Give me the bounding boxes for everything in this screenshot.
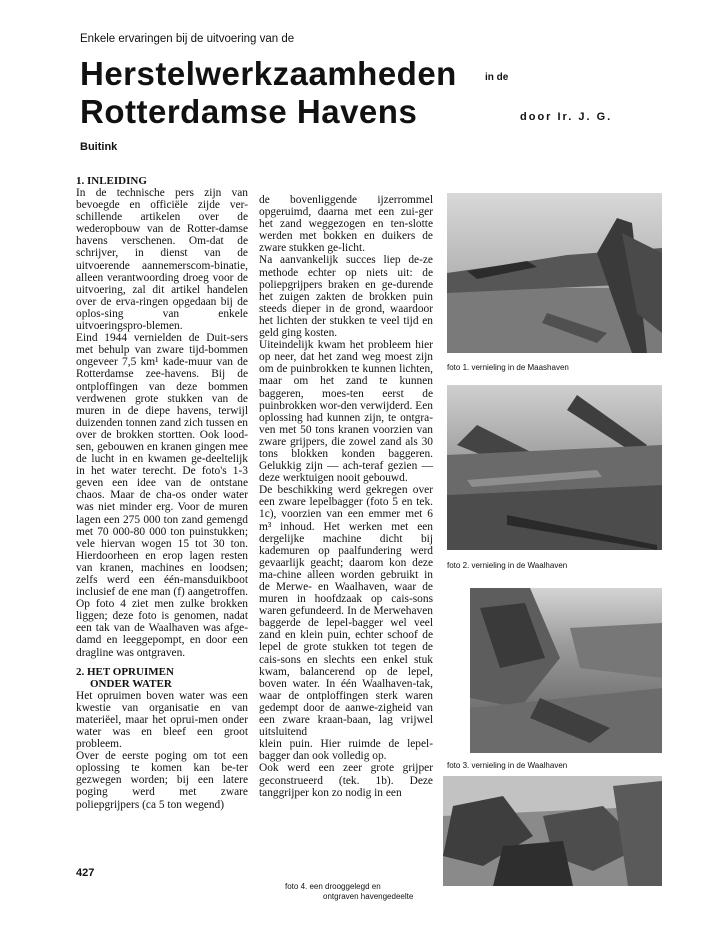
article-title-line1: Herstelwerkzaamheden — [80, 55, 457, 92]
photo-caption-2: foto 2. vernieling in de Waalhaven — [447, 561, 568, 570]
article-title-in-de: in de — [485, 72, 509, 83]
paragraph: In de technische pers zijn van bevoegde en officiële zijde ver-schillende artikelen over de wederopbouw van de Rotter-damse havens verschenen. Om-dat de schrijver, in dienst van de uitvoerende aannemerscom-binatie, alleen verantwoording droeg voor de uitvoering, zal dit artikel handelen over de erva-ringen opgedaan bij de oplos-sing van enkele uitvoeringspro-blemen. — [76, 187, 248, 333]
section-heading-inleiding: 1. INLEIDING — [76, 175, 147, 187]
section-heading-opruimen-line1: 2. HET OPRUIMEN — [76, 665, 174, 678]
photo-caption-4-line1: foto 4. een drooggelegd en — [285, 882, 381, 891]
photo-waalhaven-1 — [447, 385, 662, 550]
author-name: Buitink — [80, 141, 118, 153]
section-heading-opruimen — [76, 666, 248, 690]
photo-waalhaven-2 — [470, 588, 662, 753]
photo-caption-3: foto 3. vernieling in de Waalhaven — [447, 761, 568, 770]
text-column-1 — [76, 175, 248, 811]
photo-caption-4-line2: ontgraven havengedeelte — [323, 892, 414, 901]
paragraph: Over de eerste poging om tot een oplossing te komen kan be-ter gezwegen worden; bij een latere poging werd met zware poliepgrijpers (ca 5 ton wegend) — [76, 750, 248, 811]
author-prefix: door Ir. J. G. — [520, 111, 613, 123]
paragraph: De beschikking werd gekregen over een zware lepelbagger (foto 5 en tek. 1c), voorzien van een emmer met 6 m³ inhoud. Het werken met een dergelijke machine dicht bij kademuren op paalfundering werd gevaarlijk geacht; daarom kon deze ma-chine alleen worden gebruikt in de Merwe- en Waalhaven, waar de muren in hoofdzaak op cais-sons waren gefundeerd. In de Merwehaven baggerde de lepel-bagger wel veel zand en klein puin, echter schoof de lepel de grote stukken tot tegen de cais-sons en slechts een enkel stuk kwam, balancerend op de lepel, boven water. In één Waalhaven-tak, waar de ontploffingen sterk waren gedempt door de aanwe-zigheid van een zware kraan-baan, lag vrijwel uitsluitend — [259, 484, 433, 739]
paragraph: Het opruimen boven water was een kwestie van organisatie en van materiëel, maar het oprui-men onder water was en bleef een groot probleem. — [76, 689, 248, 751]
photo-maashaven — [447, 193, 662, 353]
paragraph: Uiteindelijk kwam het probleem hier op neer, dat het zand weg moest zijn om de puinbrokken te kunnen lichten, maar om het zand te kunnen baggeren, moes-ten eerst de puinbrokken wor-den verwijderd. Een oplossing had kunnen zijn, te ontgra-ven met 50 tons kranen voorzien van zware grijpers, die zowel zand als 30 tons blokken konden baggeren. Gelukkig zijn — ach-teraf gezien — deze werktuigen nooit gebouwd. — [259, 339, 433, 485]
article-kicker: Enkele ervaringen bij de uitvoering van de — [80, 33, 295, 45]
page-number: 427 — [76, 867, 95, 879]
article-title-line2: Rotterdamse Havens — [80, 93, 418, 130]
paragraph: de bovenliggende ijzerrommel opgeruimd, daarna met een zui-ger het zand weggezogen en ten-slotte werden met bokken en duikers de zware stukken ge-licht. — [259, 194, 433, 255]
paragraph: Ook werd een zeer grote grijper geconstrueerd (tek. 1b). Deze tanggrijper kon zo nodig in een — [259, 762, 433, 799]
photo-drooggelegd — [443, 776, 662, 886]
text-column-2 — [259, 194, 433, 799]
photo-caption-1: foto 1. vernieling in de Maashaven — [447, 363, 569, 372]
section-heading-opruimen-line2: ONDER WATER — [90, 677, 172, 690]
photo-caption-4 — [285, 882, 413, 902]
paragraph: Na aanvankelijk succes liep de-ze methode echter op niets uit: de poliepgrijpers braken en ge-durende het zuigen zakten de brokken puin steeds dieper in de grond, waardoor het lichten der stukken te veel tijd en geld ging kosten. — [259, 254, 433, 340]
paragraph: klein puin. Hier ruimde de lepel-bagger dan ook volledig op. — [259, 738, 433, 763]
paragraph: Eind 1944 vernielden de Duit-sers met behulp van zware tijd-bommen ongeveer 7,5 km¹ kade-muur van de Rotterdamse zee-havens. Bij de ontploffingen van deze bommen verdwenen grote stukken van de muren in de diepe havens, terwijl duizenden tonnen zand zich tussen en over de brokken stortten. Ook lood-sen, gebouwen en kranen gingen mee de lucht in en kwamen ge-deeltelijk in het water terecht. De foto's 1-3 geven een idee van de ontstane chaos. Maar de cha-os onder water was niet minder erg. Voor de muren lagen een 275 000 ton zand gemengd met 70 000-80 000 ton puinstukken; vele hiervan wogen 15 tot 30 ton. Hierdoorheen en erop lagen resten van kranen, machines en loodsen; zelfs werd een één-mansduikboot inclusief de ene man (f) aangetroffen. Op foto 4 ziet men zulke brokken liggen; deze foto is genomen, nadat een tak van de Waalhaven was afge-damd en leeggepompt, en door een dragline was ontgraven. — [76, 332, 248, 659]
